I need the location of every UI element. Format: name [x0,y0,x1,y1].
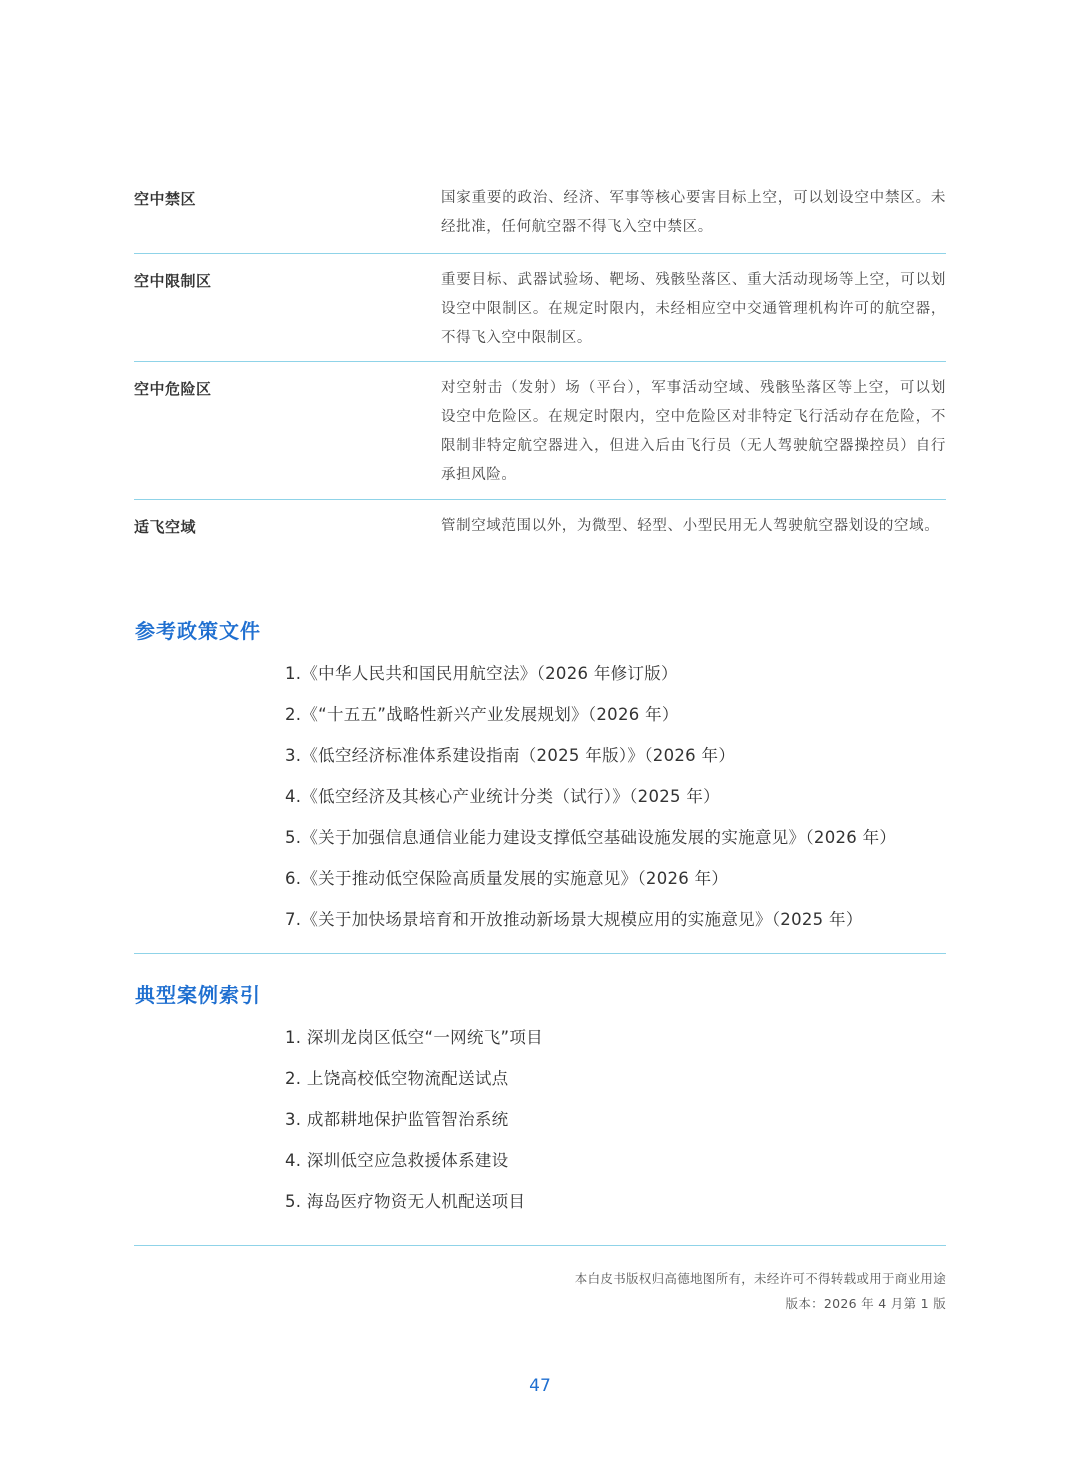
list-item: 2.《“十五五”战略性新兴产业发展规划》（2026 年） [285,705,679,724]
airspace-terms-table [134,182,946,550]
copyright-notice: 本白皮书版权归高德地图所有，未经许可不得转载或用于商业用途 [574,1271,946,1286]
section-divider [134,953,946,954]
list-item: 4. 深圳低空应急救援体系建设 [285,1151,509,1170]
list-item: 1.《中华人民共和国民用航空法》（2026 年修订版） [285,664,678,683]
list-item: 5. 海岛医疗物资无人机配送项目 [285,1192,526,1211]
list-item: 6.《关于推动低空保险高质量发展的实施意见》（2026 年） [285,869,729,888]
list-item: 4.《低空经济及其核心产业统计分类（试行）》（2025 年） [285,787,720,806]
list-item: 5.《关于加强信息通信业能力建设支撑低空基础设施发展的实施意见》（2026 年） [285,828,897,847]
policy-section-heading: 参考政策文件 [135,619,261,643]
footer-divider [134,1245,946,1246]
term-description: 国家重要的政治、经济、军事等核心要害目标上空，可以划设空中禁区。未经批准，任何航空器不得飞入空中禁区。 [441,190,946,235]
term-name: 空中禁区 [134,190,197,208]
version-note: 版本：2026 年 4 月第 1 版 [785,1296,946,1311]
cases-list [285,1027,543,1232]
list-item: 3. 成都耕地保护监管智治系统 [285,1110,509,1129]
list-item: 3.《低空经济标准体系建设指南（2025 年版）》（2026 年） [285,746,736,765]
term-description: 管制空域范围以外，为微型、轻型、小型民用无人驾驶航空器划设的空域。 [441,518,940,534]
term-name: 空中限制区 [134,272,212,290]
list-item: 7.《关于加快场景培育和开放推动新场景大规模应用的实施意见》（2025 年） [285,910,863,929]
cases-section-heading: 典型案例索引 [135,983,261,1007]
term-row [134,362,946,500]
term-name: 空中危险区 [134,380,212,398]
list-item: 1. 深圳龙岗区低空“一网统飞”项目 [285,1028,543,1047]
page-number: 47 [529,1376,551,1396]
term-name: 适飞空域 [134,518,197,536]
term-description: 对空射击（发射）场（平台），军事活动空域、残骸坠落区等上空，可以划设空中危险区。在规定时限内，空中危险区对非特定飞行活动存在危险，不限制非特定航空器进入，但进入后由飞行员（无人驾驶航空器操控员）自行承担风险。 [441,380,946,483]
policy-list [285,663,896,950]
term-row [134,254,946,362]
list-item: 2. 上饶高校低空物流配送试点 [285,1069,509,1088]
term-row [134,182,946,254]
term-row [134,500,946,550]
term-description: 重要目标、武器试验场、靶场、残骸坠落区、重大活动现场等上空，可以划设空中限制区。在规定时限内，未经相应空中交通管理机构许可的航空器，不得飞入空中限制区。 [441,272,946,346]
